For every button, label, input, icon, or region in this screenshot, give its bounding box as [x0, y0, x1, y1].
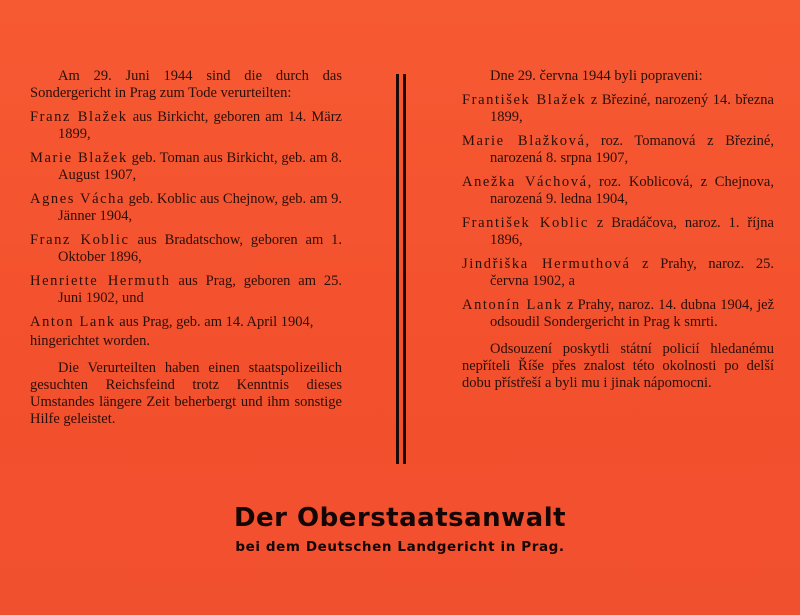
german-entry-name: Franz Koblic	[30, 232, 130, 248]
german-entry-text: geb. Toman aus Birkicht, geb. am 8. August 1907,	[58, 150, 342, 183]
czech-entry	[462, 256, 774, 290]
czech-entry	[462, 215, 774, 249]
german-entry-text: aus Prag, geb. am 14. April 1904,	[115, 314, 314, 330]
german-entry-name: Franz Blažek	[30, 109, 128, 125]
divider-line	[396, 74, 399, 464]
signature-title: Der Oberstaatsanwalt	[233, 503, 567, 533]
german-closing: Die Verurteilten haben einen staatspolizeilich gesuchten Reichsfeind trotz Kenntnis dieses Umstandes längere Zeit beherbergt und ihm sonstige Hilfe geleistet.	[30, 360, 342, 427]
czech-entry-name: František Blažek	[462, 92, 587, 108]
czech-entry-text: z Prahy, naroz. 14. dubna 1904, jež odsoudil Sondergericht in Prag k smrti.	[490, 297, 775, 330]
czech-closing: Odsouzení poskytli státní policií hledanému nepříteli Říše přes znalost této okolnosti po delší dobu přístřeší a byli mu i jinak nápomocni.	[462, 341, 774, 391]
german-entry	[30, 191, 342, 225]
czech-entry-name: František Koblic	[462, 215, 589, 231]
german-entry-name: Agnes Vácha	[30, 191, 126, 207]
czech-entry-name: Jindřiška Hermuthová	[462, 256, 631, 272]
german-entry-name: Anton Lank	[30, 314, 116, 330]
divider-line	[403, 74, 406, 464]
czech-entry-text: z Březiné, narozený 14. března 1899,	[490, 92, 774, 125]
czech-entry-text: , roz. Tomanová z Březiné, narozená 8. srpna 1907,	[490, 133, 774, 166]
german-entry	[30, 314, 342, 331]
german-entry	[30, 150, 342, 184]
german-entry-text: aus Prag, geboren am 25. Juni 1902, und	[58, 273, 342, 306]
czech-entry	[462, 297, 774, 331]
czech-entry-name: Marie Blažková	[462, 133, 586, 149]
german-entry	[30, 109, 342, 143]
czech-entry-text: , roz. Koblicová, z Chejnova, narozená 9. ledna 1904,	[490, 174, 774, 207]
german-column	[30, 68, 342, 435]
czech-intro: Dne 29. června 1944 byli popraveni:	[490, 68, 703, 84]
german-entry-text: aus Birkicht, geboren am 14. März 1899,	[58, 109, 342, 142]
german-entry	[30, 232, 342, 266]
signature-subtitle: bei dem Deutschen Landgericht in Prag.	[235, 539, 565, 555]
czech-entry-name: Antonín Lank	[462, 297, 563, 313]
german-executed-line: hingerichtet worden.	[30, 333, 150, 349]
german-entry	[30, 273, 342, 307]
german-entry-text: geb. Koblic aus Chejnow, geb. am 9. Jänner 1904,	[58, 191, 342, 224]
czech-column	[462, 68, 774, 399]
german-intro: Am 29. Juni 1944 sind die durch das Sondergericht in Prag zum Tode verurteilten:	[30, 68, 342, 101]
german-entry-name: Henriette Hermuth	[30, 273, 171, 289]
czech-entry-text: z Bradáčova, naroz. 1. října 1896,	[490, 215, 774, 248]
czech-entry-text: z Prahy, naroz. 25. června 1902, a	[490, 256, 774, 289]
czech-entry-name: Anežka Váchová	[462, 174, 588, 190]
czech-entry	[462, 92, 774, 126]
german-entry-text: aus Bradatschow, geboren am 1. Oktober 1896,	[58, 232, 342, 265]
czech-entry	[462, 174, 774, 208]
czech-entry	[462, 133, 774, 167]
german-entry-name: Marie Blažek	[30, 150, 128, 166]
